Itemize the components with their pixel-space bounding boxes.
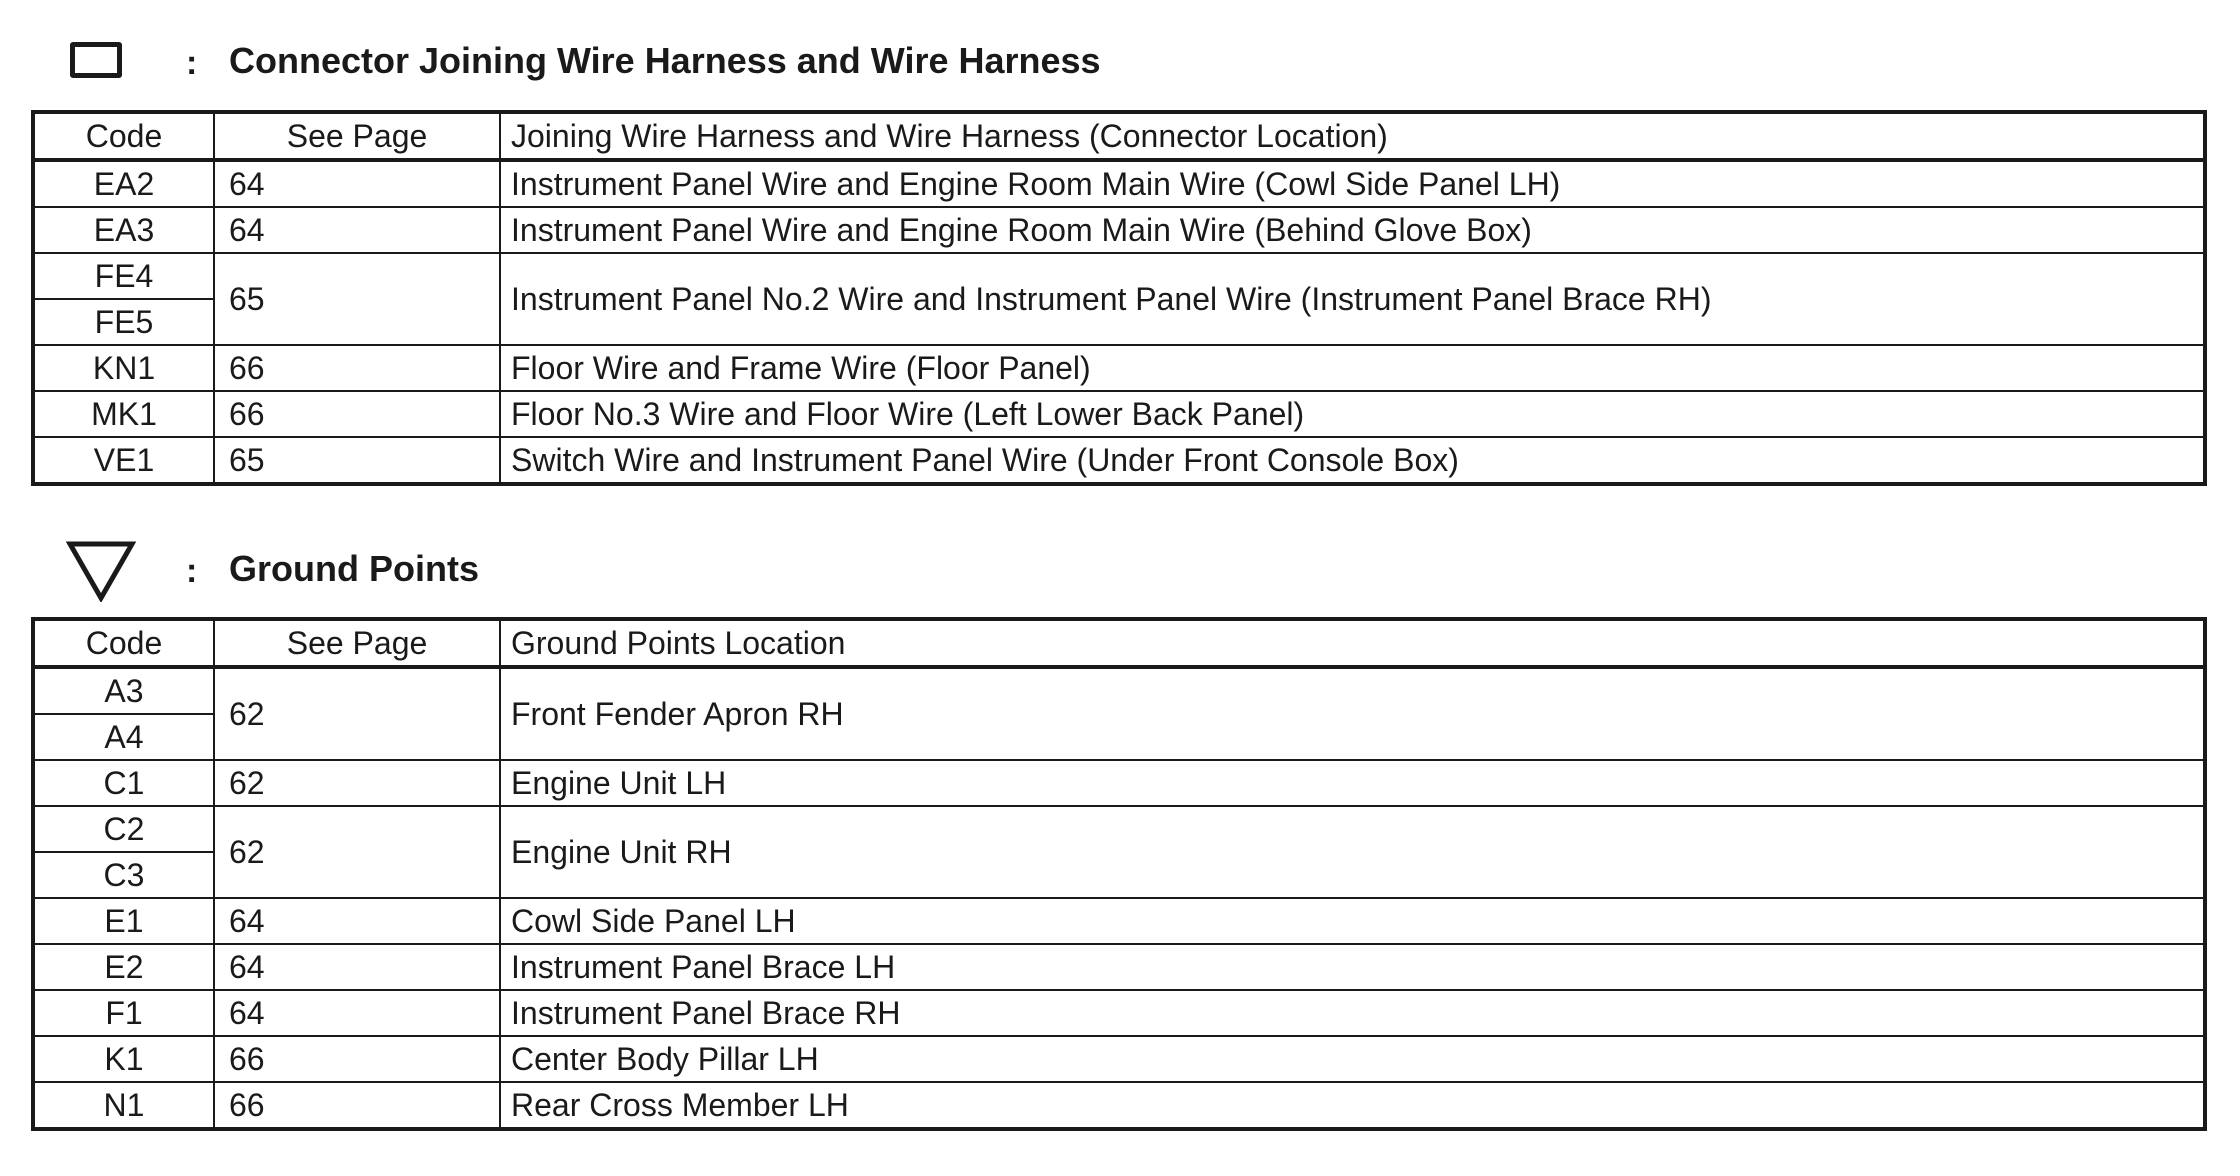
- code-cell: E1: [33, 898, 214, 944]
- location-cell: Rear Cross Member LH: [500, 1082, 2205, 1129]
- connector-colon: :: [186, 44, 198, 82]
- location-cell: Instrument Panel No.2 Wire and Instrument Panel Wire (Instrument Panel Brace RH): [500, 253, 2205, 345]
- table-row: [33, 1082, 2205, 1129]
- table-row: [33, 667, 2205, 714]
- page-cell: 64: [214, 160, 500, 207]
- location-cell: Floor No.3 Wire and Floor Wire (Left Lower Back Panel): [500, 391, 2205, 437]
- ground-header-page: See Page: [214, 619, 500, 667]
- table-row: [33, 437, 2205, 484]
- code-cell: N1: [33, 1082, 214, 1129]
- page-cell: 64: [214, 207, 500, 253]
- page-cell: 66: [214, 345, 500, 391]
- code-cell: C2: [33, 806, 214, 852]
- code-cell: EA3: [33, 207, 214, 253]
- connector-table: [31, 110, 2207, 486]
- location-cell: Engine Unit LH: [500, 760, 2205, 806]
- connector-header-desc: Joining Wire Harness and Wire Harness (Connector Location): [500, 112, 2205, 160]
- code-cell: MK1: [33, 391, 214, 437]
- connector-box-icon: [70, 42, 122, 78]
- location-cell: Instrument Panel Brace RH: [500, 990, 2205, 1036]
- location-cell: Floor Wire and Frame Wire (Floor Panel): [500, 345, 2205, 391]
- table-row: [33, 1036, 2205, 1082]
- page-cell: 62: [214, 806, 500, 898]
- code-cell: A3: [33, 667, 214, 714]
- table-row: [33, 990, 2205, 1036]
- connector-section-title: Connector Joining Wire Harness and Wire Harness: [229, 40, 1101, 81]
- location-cell: Instrument Panel Brace LH: [500, 944, 2205, 990]
- code-cell: C3: [33, 852, 214, 898]
- table-row: [33, 253, 2205, 299]
- location-cell: Cowl Side Panel LH: [500, 898, 2205, 944]
- code-cell: A4: [33, 714, 214, 760]
- ground-table-header-row: [33, 619, 2205, 667]
- ground-table-body: [33, 667, 2205, 1129]
- page-cell: 64: [214, 944, 500, 990]
- page-cell: 65: [214, 437, 500, 484]
- ground-section-title: Ground Points: [229, 548, 479, 589]
- ground-triangle-icon: [66, 540, 136, 602]
- page-cell: 66: [214, 1036, 500, 1082]
- page-cell: 62: [214, 760, 500, 806]
- page-cell: 64: [214, 898, 500, 944]
- page-cell: 66: [214, 391, 500, 437]
- page-cell: 64: [214, 990, 500, 1036]
- table-row: [33, 944, 2205, 990]
- connector-header-code: Code: [33, 112, 214, 160]
- ground-header-desc: Ground Points Location: [500, 619, 2205, 667]
- location-cell: Front Fender Apron RH: [500, 667, 2205, 760]
- ground-header-code: Code: [33, 619, 214, 667]
- connector-table-header-row: [33, 112, 2205, 160]
- code-cell: FE4: [33, 253, 214, 299]
- table-row: [33, 806, 2205, 852]
- table-row: [33, 760, 2205, 806]
- ground-colon: :: [186, 552, 198, 590]
- code-cell: EA2: [33, 160, 214, 207]
- code-cell: E2: [33, 944, 214, 990]
- table-row: [33, 898, 2205, 944]
- code-cell: KN1: [33, 345, 214, 391]
- table-row: [33, 160, 2205, 207]
- code-cell: C1: [33, 760, 214, 806]
- code-cell: F1: [33, 990, 214, 1036]
- location-cell: Switch Wire and Instrument Panel Wire (Under Front Console Box): [500, 437, 2205, 484]
- connector-header-page: See Page: [214, 112, 500, 160]
- code-cell: VE1: [33, 437, 214, 484]
- location-cell: Engine Unit RH: [500, 806, 2205, 898]
- connector-table-body: [33, 160, 2205, 484]
- page-cell: 65: [214, 253, 500, 345]
- table-row: [33, 345, 2205, 391]
- page-cell: 66: [214, 1082, 500, 1129]
- location-cell: Instrument Panel Wire and Engine Room Main Wire (Cowl Side Panel LH): [500, 160, 2205, 207]
- location-cell: Instrument Panel Wire and Engine Room Main Wire (Behind Glove Box): [500, 207, 2205, 253]
- location-cell: Center Body Pillar LH: [500, 1036, 2205, 1082]
- code-cell: K1: [33, 1036, 214, 1082]
- table-row: [33, 391, 2205, 437]
- table-row: [33, 207, 2205, 253]
- code-cell: FE5: [33, 299, 214, 345]
- ground-table: [31, 617, 2207, 1131]
- page-cell: 62: [214, 667, 500, 760]
